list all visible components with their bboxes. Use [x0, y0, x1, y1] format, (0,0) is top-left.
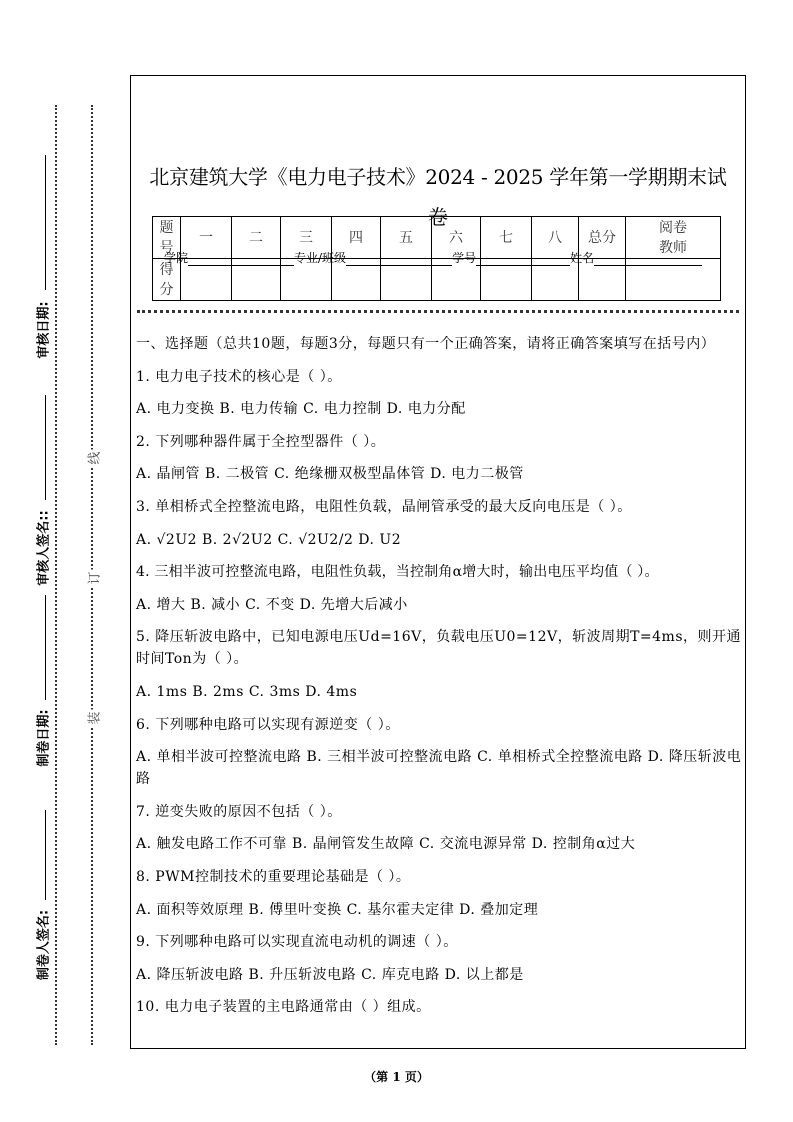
review-date-line	[45, 155, 46, 290]
reviewer-sign-line	[45, 395, 46, 500]
field-label-name: 姓名	[570, 251, 595, 265]
make-date-label: 制卷日期:	[36, 709, 52, 767]
section-heading: 一、选择题（总共10题，每题3分，每题只有一个正确答案，请将正确答案填写在括号内）	[136, 336, 716, 352]
row-label: 得	[159, 261, 174, 278]
question: 7. 逆变失败的原因不包括（ ）。	[136, 803, 342, 820]
col-header: 二	[232, 217, 281, 259]
row-label: 分	[159, 281, 174, 298]
col-header: 五	[381, 217, 432, 259]
col-header: 六	[432, 217, 481, 259]
binding-char-zhuang: 装	[84, 709, 103, 726]
question: 6. 下列哪种电路可以实现有源逆变（ ）。	[136, 716, 400, 733]
question: 9. 下列哪种电路可以实现直流电动机的调速（ ）。	[136, 934, 458, 951]
options: A. 触发电路工作不可靠 B. 晶闸管发生故障 C. 交流电源异常 D. 控制角α过大	[136, 836, 636, 853]
question: 4. 三相半波可控整流电路，电阻性负载，当控制角α增大时，输出电压平均值（ ）。	[136, 564, 659, 581]
dotted-separator	[137, 310, 739, 313]
questions-section	[136, 333, 744, 1029]
col-header: 四	[332, 217, 381, 259]
field-label-major: 专业/班级	[294, 251, 347, 265]
binding-dotted-line	[55, 105, 57, 1045]
score-cell[interactable]	[481, 259, 532, 301]
field-label-student-id: 学号	[452, 251, 477, 265]
score-table-header-row	[153, 217, 721, 259]
row-label: 题	[159, 219, 174, 236]
make-date-line	[45, 595, 46, 700]
question: 2. 下列哪种器件属于全控型器件（ ）。	[136, 433, 386, 450]
options: A. 电力变换 B. 电力传输 C. 电力控制 D. 电力分配	[136, 401, 466, 418]
col-header: 三	[281, 217, 332, 259]
col-header: 一	[181, 217, 232, 259]
reviewer-sign-label: 审核人签名::	[36, 510, 52, 586]
field-label-college: 学院	[164, 251, 189, 265]
binding-char-ding: 订	[84, 569, 103, 586]
col-header: 八	[532, 217, 579, 259]
options: A. 降压斩波电路 B. 升压斩波电路 C. 库克电路 D. 以上都是	[136, 966, 524, 983]
question: 10. 电力电子装置的主电路通常由（ ）组成。	[136, 999, 431, 1016]
question: 3. 单相桥式全控整流电路，电阻性负载，晶闸管承受的最大反向电压是（ ）。	[136, 498, 632, 515]
exam-title-cont: 卷	[428, 205, 448, 229]
question: 1. 电力电子技术的核心是（ ）。	[136, 368, 342, 385]
exam-title: 北京建筑大学《电力电子技术》2024 - 2025 学年第一学期期末试	[149, 165, 727, 189]
binding-char-line: 线	[84, 449, 103, 466]
grader-header: 教师	[659, 239, 687, 256]
col-header: 总分	[579, 217, 626, 259]
page-number: （第 1 页）	[364, 1070, 429, 1084]
row-label: 号	[159, 239, 174, 256]
options: A. 晶闸管 B. 二极管 C. 绝缘栅双极型晶体管 D. 电力二极管	[136, 466, 524, 483]
review-date-label: 审核日期:	[36, 301, 52, 359]
score-cell[interactable]	[626, 259, 721, 301]
question: 8. PWM控制技术的重要理论基础是（ ）。	[136, 868, 411, 885]
options: A. 1ms B. 2ms C. 3ms D. 4ms	[136, 683, 358, 700]
grader-header: 阅卷	[659, 219, 687, 236]
score-cell[interactable]	[532, 259, 579, 301]
options: A. 面积等效原理 B. 傅里叶变换 C. 基尔霍夫定律 D. 叠加定理	[136, 901, 539, 918]
score-cell[interactable]	[432, 259, 481, 301]
score-cell[interactable]	[381, 259, 432, 301]
maker-sign-line	[45, 810, 46, 900]
score-cell[interactable]	[332, 259, 381, 301]
options: A. 单相半波可控整流电路 B. 三相半波可控整流电路 C. 单相桥式全控整流电路 D. 降压斩波电路	[136, 749, 742, 788]
score-table-score-row	[153, 259, 721, 301]
options: A. √2U2 B. 2√2U2 C. √2U2/2 D. U2	[136, 531, 402, 548]
options: A. 增大 B. 减小 C. 不变 D. 先增大后减小	[136, 596, 408, 613]
score-cell[interactable]	[579, 259, 626, 301]
exam-frame	[130, 75, 746, 1049]
col-header: 七	[481, 217, 532, 259]
score-cell[interactable]	[281, 259, 332, 301]
maker-sign-label: 制卷人签名:	[36, 909, 52, 981]
score-cell[interactable]	[232, 259, 281, 301]
question: 5. 降压斩波电路中，已知电源电压Ud=16V，负载电压U0=12V，斩波周期T=4ms，则开通时间Ton为（ ）。	[136, 629, 742, 668]
score-table	[152, 216, 721, 301]
score-cell[interactable]	[181, 259, 232, 301]
